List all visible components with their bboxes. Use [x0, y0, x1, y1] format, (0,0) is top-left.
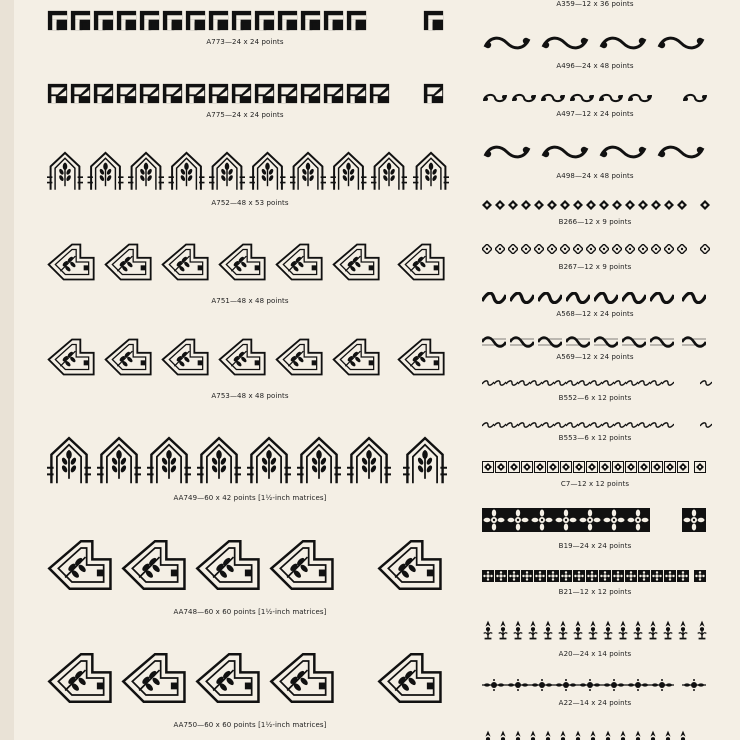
- ornament-unit: [140, 11, 159, 30]
- ornament-unit: [522, 462, 533, 473]
- ornament-unit: [599, 244, 609, 254]
- ornament-unit: [662, 423, 674, 427]
- ornament-unit: [197, 541, 258, 589]
- ornament-unit: [542, 423, 554, 427]
- ornament-row-a752: [47, 148, 457, 194]
- ornament-unit: [494, 423, 506, 427]
- ornament-row-a498: [482, 140, 712, 166]
- ornament-unit: [602, 381, 614, 385]
- ornament-unit: [140, 84, 159, 103]
- ornament-unit: [543, 38, 587, 48]
- ornament-unit: [347, 11, 366, 30]
- ornament-unit: [662, 381, 674, 385]
- ornament-unit: [600, 462, 611, 473]
- ornament-unit: [650, 679, 674, 691]
- ornament-unit: [324, 84, 343, 103]
- ornament-unit: [652, 462, 663, 473]
- ornament-unit: [209, 153, 245, 190]
- ornament-unit: [548, 462, 559, 473]
- ornament-unit: [604, 621, 613, 640]
- ornament-unit: [614, 423, 626, 427]
- ornament-unit: [518, 423, 530, 427]
- ornament-unit: [521, 200, 531, 210]
- ornament-unit: [482, 570, 494, 582]
- caption-a496: A496—24 x 48 points: [556, 62, 634, 70]
- ornament-unit: [650, 293, 674, 303]
- ornament-unit: [209, 11, 228, 30]
- caption-a568: A568—12 x 24 points: [556, 310, 634, 318]
- ornament-unit: [638, 244, 648, 254]
- caption-b552: B552—6 x 12 points: [558, 394, 632, 402]
- ornament-unit: [542, 381, 554, 385]
- ornament-unit: [664, 200, 674, 210]
- ornament-unit: [586, 200, 596, 210]
- ornament-row-b267: [482, 244, 712, 256]
- ornament-unit: [547, 200, 557, 210]
- ornament-unit: [277, 340, 322, 375]
- ornament-unit: [163, 84, 182, 103]
- ornament-unit: [599, 200, 609, 210]
- ornament-unit: [590, 423, 602, 427]
- ornament-unit: [530, 423, 542, 427]
- ornament-unit: [128, 153, 164, 190]
- ornament-unit: [573, 570, 585, 582]
- ornament-single-unit: [695, 462, 706, 473]
- ornament-unit: [48, 84, 67, 103]
- caption-a359: A359—12 x 36 points: [556, 0, 634, 8]
- ornament-unit: [679, 621, 688, 640]
- caption-a497: A497—12 x 24 points: [556, 110, 634, 118]
- ornament-unit: [484, 621, 493, 640]
- ornament-unit: [578, 679, 602, 691]
- ornament-unit: [544, 621, 553, 640]
- ornament-unit: [638, 570, 650, 582]
- ornament-unit: [587, 462, 598, 473]
- ornament-unit: [508, 570, 520, 582]
- ornament-row-a775: [47, 83, 447, 105]
- ornament-unit: [578, 381, 590, 385]
- ornament-unit: [542, 95, 564, 101]
- ornament-unit: [589, 731, 598, 740]
- ornament-unit: [574, 621, 583, 640]
- ornament-unit: [530, 679, 554, 691]
- ornament-row-partial: [482, 728, 712, 740]
- ornament-row-a751: [47, 240, 457, 292]
- ornament-single-unit: [700, 423, 712, 427]
- caption-a775: A775—24 x 24 points: [206, 111, 284, 119]
- ornament-row-aa750: [47, 648, 457, 716]
- ornament-unit: [530, 508, 554, 532]
- ornament-unit: [163, 245, 208, 280]
- ornament-unit: [482, 293, 506, 303]
- ornament-single-unit: [399, 245, 444, 280]
- ornament-unit: [626, 462, 637, 473]
- ornament-unit: [499, 731, 508, 740]
- ornament-row-aa749: [47, 432, 457, 488]
- ornament-unit: [625, 570, 637, 582]
- ornament-unit: [514, 731, 523, 740]
- ornament-unit: [496, 462, 507, 473]
- ornament-unit: [484, 95, 506, 101]
- ornament-unit: [334, 340, 379, 375]
- ornament-unit: [560, 570, 572, 582]
- ornament-single-unit: [682, 508, 706, 532]
- ornament-unit: [506, 423, 518, 427]
- ornament-single-unit: [379, 654, 440, 702]
- ornament-row-a20: [482, 618, 712, 646]
- ornament-unit: [71, 84, 90, 103]
- ornament-unit: [529, 621, 538, 640]
- ornament-unit: [506, 679, 530, 691]
- ornament-row-a22: [482, 678, 712, 692]
- ornament-unit: [232, 11, 251, 30]
- ornament-single-unit: [700, 381, 712, 385]
- ornament-unit: [659, 38, 703, 48]
- ornament-unit: [602, 508, 626, 532]
- caption-b267: B267—12 x 9 points: [558, 263, 632, 271]
- ornament-unit: [664, 621, 673, 640]
- ornament-row-a496: [482, 32, 712, 58]
- ornament-unit: [71, 11, 90, 30]
- ornament-unit: [530, 381, 542, 385]
- ornament-single-unit: [424, 84, 443, 103]
- ornament-row-c7: [482, 461, 712, 475]
- ornament-unit: [513, 95, 535, 101]
- ornament-unit: [255, 84, 274, 103]
- ornament-unit: [301, 11, 320, 30]
- ornament-unit: [49, 340, 94, 375]
- ornament-unit: [506, 508, 530, 532]
- ornament-unit: [650, 381, 662, 385]
- ornament-unit: [571, 95, 593, 101]
- ornament-unit: [650, 423, 662, 427]
- ornament-unit: [220, 245, 265, 280]
- ornament-single-unit: [700, 200, 710, 210]
- ornament-unit: [47, 153, 83, 190]
- ornament-single-unit: [700, 244, 710, 254]
- ornament-unit: [543, 147, 587, 157]
- ornament-unit: [495, 570, 507, 582]
- ornament-unit: [163, 11, 182, 30]
- ornament-unit: [560, 244, 570, 254]
- ornament-unit: [547, 244, 557, 254]
- ornament-unit: [169, 153, 205, 190]
- ornament-unit: [614, 381, 626, 385]
- ornament-unit: [638, 381, 650, 385]
- ornament-unit: [117, 84, 136, 103]
- ornament-unit: [538, 338, 562, 347]
- ornament-unit: [123, 541, 184, 589]
- ornament-unit: [677, 570, 689, 582]
- ornament-unit: [534, 570, 546, 582]
- ornament-unit: [485, 38, 529, 48]
- ornament-unit: [538, 293, 562, 303]
- caption-a22: A22—14 x 24 points: [558, 699, 632, 707]
- ornament-unit: [247, 438, 291, 483]
- ornament-unit: [529, 731, 538, 740]
- ornament-unit: [482, 381, 494, 385]
- ornament-unit: [482, 423, 494, 427]
- ornament-unit: [482, 338, 506, 347]
- ornament-unit: [163, 340, 208, 375]
- ornament-unit: [651, 200, 661, 210]
- ornament-unit: [664, 570, 676, 582]
- ornament-unit: [94, 84, 113, 103]
- caption-aa749: AA749—60 x 42 points [1½-inch matrices]: [173, 494, 327, 502]
- caption-a498: A498—24 x 48 points: [556, 172, 634, 180]
- ornament-unit: [97, 438, 141, 483]
- ornament-unit: [574, 731, 583, 740]
- ornament-unit: [559, 621, 568, 640]
- ornament-unit: [625, 244, 635, 254]
- ornament-unit: [331, 153, 367, 190]
- ornament-unit: [650, 338, 674, 347]
- ornament-unit: [679, 731, 688, 740]
- ornament-unit: [612, 200, 622, 210]
- ornament-unit: [48, 11, 67, 30]
- ornament-unit: [677, 200, 687, 210]
- ornament-unit: [602, 423, 614, 427]
- ornament-unit: [47, 438, 91, 483]
- ornament-unit: [232, 84, 251, 103]
- ornament-unit: [147, 438, 191, 483]
- ornament-unit: [626, 679, 650, 691]
- caption-aa750: AA750—60 x 60 points [1½-inch matrices]: [173, 721, 327, 729]
- ornament-row-b552: [482, 380, 712, 388]
- ornament-unit: [123, 654, 184, 702]
- ornament-unit: [535, 462, 546, 473]
- ornament-unit: [599, 570, 611, 582]
- ornament-unit: [594, 293, 618, 303]
- ornament-unit: [626, 381, 638, 385]
- ornament-unit: [677, 244, 687, 254]
- ornament-single-unit: [424, 11, 443, 30]
- ornament-unit: [485, 147, 529, 157]
- ornament-unit: [590, 381, 602, 385]
- ornament-unit: [508, 200, 518, 210]
- ornament-unit: [629, 95, 651, 101]
- ornament-unit: [574, 462, 585, 473]
- ornament-row-a773: [47, 10, 447, 32]
- ornament-unit: [578, 508, 602, 532]
- ornament-unit: [664, 244, 674, 254]
- caption-b21: B21—12 x 12 points: [558, 588, 632, 596]
- ornament-single-unit: [379, 541, 440, 589]
- ornament-unit: [586, 244, 596, 254]
- ornament-unit: [297, 438, 341, 483]
- ornament-unit: [604, 731, 613, 740]
- ornament-unit: [534, 200, 544, 210]
- ornament-unit: [651, 570, 663, 582]
- caption-a569: A569—12 x 24 points: [556, 353, 634, 361]
- ornament-unit: [482, 679, 506, 691]
- ornament-single-unit: [682, 679, 706, 691]
- ornament-unit: [534, 244, 544, 254]
- ornament-unit: [659, 147, 703, 157]
- ornament-single-unit: [403, 438, 447, 483]
- ornament-single-unit: [413, 153, 449, 190]
- ornament-unit: [495, 244, 505, 254]
- ornament-unit: [117, 11, 136, 30]
- ornament-unit: [573, 200, 583, 210]
- caption-aa748: AA748—60 x 60 points [1½-inch matrices]: [173, 608, 327, 616]
- ornament-unit: [649, 621, 658, 640]
- ornament-unit: [347, 84, 366, 103]
- ornament-unit: [638, 423, 650, 427]
- ornament-unit: [324, 11, 343, 30]
- ornament-row-b19: [482, 508, 712, 536]
- ornament-row-a568: [482, 292, 712, 306]
- caption-a20: A20—24 x 14 points: [558, 650, 632, 658]
- ornament-unit: [271, 654, 332, 702]
- ornament-row-aa748: [47, 535, 457, 603]
- caption-b266: B266—12 x 9 points: [558, 218, 632, 226]
- ornament-unit: [186, 11, 205, 30]
- caption-a753: A753—48 x 48 points: [211, 392, 289, 400]
- ornament-unit: [544, 731, 553, 740]
- ornament-unit: [521, 244, 531, 254]
- ornament-row-a497: [482, 92, 712, 106]
- ornament-unit: [612, 244, 622, 254]
- ornament-unit: [594, 338, 618, 347]
- ornament-single-unit: [399, 340, 444, 375]
- ornament-unit: [482, 244, 492, 254]
- caption-a751: A751—48 x 48 points: [211, 297, 289, 305]
- ornament-unit: [622, 293, 646, 303]
- ornament-unit: [370, 84, 389, 103]
- ornament-unit: [94, 11, 113, 30]
- ornament-unit: [638, 200, 648, 210]
- ornament-unit: [518, 381, 530, 385]
- page-margin: [0, 0, 14, 740]
- ornament-unit: [639, 462, 650, 473]
- ornament-unit: [494, 381, 506, 385]
- ornament-unit: [197, 654, 258, 702]
- ornament-unit: [626, 423, 638, 427]
- ornament-unit: [514, 621, 523, 640]
- ornament-unit: [88, 153, 124, 190]
- ornament-unit: [625, 200, 635, 210]
- ornament-unit: [566, 381, 578, 385]
- ornament-unit: [566, 338, 590, 347]
- ornament-unit: [508, 244, 518, 254]
- ornament-unit: [250, 153, 286, 190]
- ornament-unit: [197, 438, 241, 483]
- ornament-unit: [106, 340, 151, 375]
- ornament-unit: [334, 245, 379, 280]
- ornament-unit: [371, 153, 407, 190]
- ornament-unit: [578, 423, 590, 427]
- ornament-unit: [186, 84, 205, 103]
- ornament-unit: [554, 679, 578, 691]
- ornament-unit: [547, 570, 559, 582]
- ornament-unit: [495, 200, 505, 210]
- ornament-row-b21: [482, 570, 712, 582]
- ornament-unit: [506, 381, 518, 385]
- ornament-unit: [278, 11, 297, 30]
- ornament-unit: [589, 621, 598, 640]
- ornament-unit: [678, 462, 689, 473]
- ornament-unit: [554, 381, 566, 385]
- ornament-unit: [613, 462, 624, 473]
- ornament-single-unit: [684, 95, 706, 101]
- ornament-unit: [347, 438, 391, 483]
- ornament-unit: [573, 244, 583, 254]
- ornament-unit: [255, 11, 274, 30]
- ornament-unit: [559, 731, 568, 740]
- ornament-unit: [601, 38, 645, 48]
- ornament-unit: [619, 731, 628, 740]
- ornament-unit: [612, 570, 624, 582]
- caption-a752: A752—48 x 53 points: [211, 199, 289, 207]
- ornament-unit: [509, 462, 520, 473]
- caption-a773: A773—24 x 24 points: [206, 38, 284, 46]
- ornament-single-unit: [682, 293, 706, 303]
- ornament-unit: [619, 621, 628, 640]
- ornament-unit: [484, 731, 493, 740]
- ornament-unit: [499, 621, 508, 640]
- ornament-unit: [560, 200, 570, 210]
- ornament-unit: [220, 340, 265, 375]
- ornament-unit: [554, 423, 566, 427]
- ornament-unit: [301, 84, 320, 103]
- ornament-unit: [290, 153, 326, 190]
- ornament-unit: [665, 462, 676, 473]
- ornament-unit: [626, 508, 650, 532]
- ornament-unit: [602, 679, 626, 691]
- ornament-unit: [649, 731, 658, 740]
- ornament-unit: [561, 462, 572, 473]
- ornament-single-unit: [682, 338, 706, 347]
- ornament-unit: [566, 293, 590, 303]
- ornament-unit: [566, 423, 578, 427]
- ornament-unit: [49, 245, 94, 280]
- ornament-unit: [49, 541, 110, 589]
- ornament-unit: [271, 541, 332, 589]
- ornament-row-b553: [482, 422, 712, 430]
- ornament-unit: [634, 731, 643, 740]
- ornament-unit: [634, 621, 643, 640]
- ornament-unit: [664, 731, 673, 740]
- ornament-unit: [622, 338, 646, 347]
- ornament-unit: [209, 84, 228, 103]
- ornament-unit: [482, 508, 506, 532]
- ornament-unit: [600, 95, 622, 101]
- ornament-unit: [277, 245, 322, 280]
- ornament-row-a569: [482, 336, 712, 350]
- ornament-unit: [510, 338, 534, 347]
- ornament-unit: [651, 244, 661, 254]
- ornament-unit: [510, 293, 534, 303]
- ornament-single-unit: [698, 621, 707, 640]
- ornament-unit: [482, 200, 492, 210]
- ornament-unit: [278, 84, 297, 103]
- ornament-unit: [601, 147, 645, 157]
- ornament-unit: [554, 508, 578, 532]
- ornament-unit: [49, 654, 110, 702]
- ornament-single-unit: [694, 570, 706, 582]
- ornament-unit: [483, 462, 494, 473]
- ornament-unit: [106, 245, 151, 280]
- caption-c7: C7—12 x 12 points: [560, 480, 630, 488]
- ornament-row-a753: [47, 335, 457, 387]
- caption-b19: B19—24 x 24 points: [558, 542, 632, 550]
- caption-b553: B553—6 x 12 points: [558, 434, 632, 442]
- ornament-row-b266: [482, 200, 712, 212]
- ornament-unit: [521, 570, 533, 582]
- ornament-unit: [586, 570, 598, 582]
